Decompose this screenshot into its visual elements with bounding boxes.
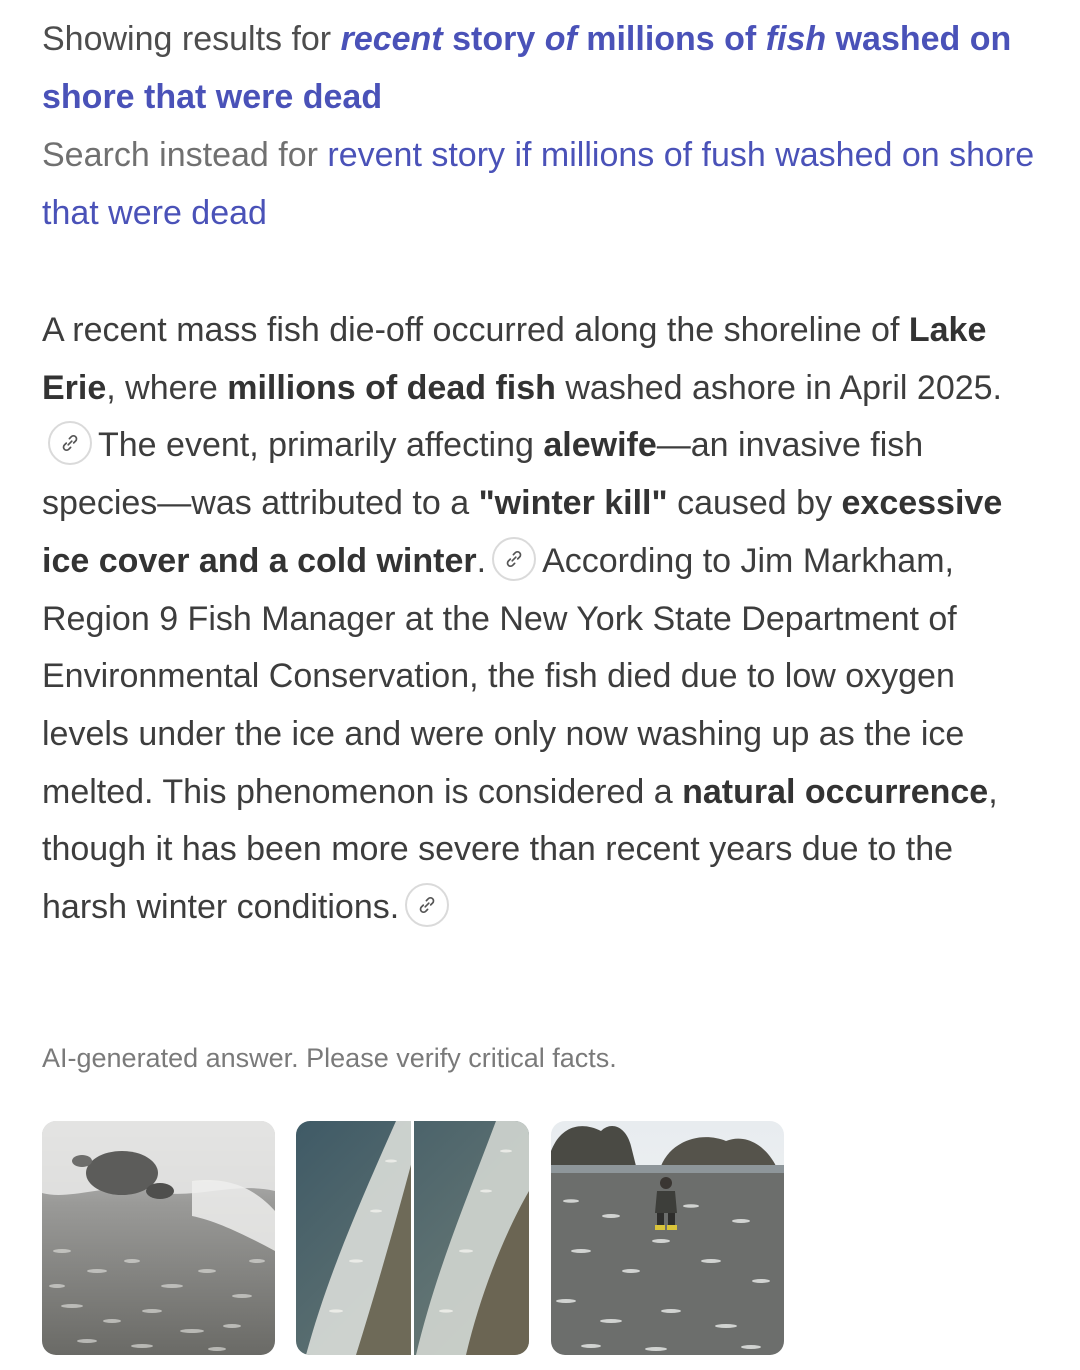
answer-bold-text: "winter kill" (478, 484, 668, 523)
answer-text: According to Jim Markham, Region 9 Fish Manager at the New York State Department of Environmental Conservation, the fish died due to low oxygen levels under the ice and were only now washing up as the ice melted. This phenomenon is considered a (42, 541, 965, 811)
answer-bold-text: excessive ice cover and a cold winter (42, 484, 1003, 580)
corrected-query-part: washed on shore that were dead (42, 20, 1012, 116)
original-query-link[interactable]: revent story if millions of fush washed on shore that were dead (42, 136, 1035, 232)
answer-bold-text: natural occurrence (682, 772, 989, 811)
answer-text: The event, primarily affecting (98, 426, 544, 465)
citation-link-2[interactable] (492, 537, 536, 581)
ai-disclaimer: AI-generated answer. Please verify critical facts. (42, 1043, 617, 1073)
answer-text: —an invasive fish species—was attributed to a (42, 426, 924, 523)
corrected-query-part: millions of (576, 20, 766, 58)
answer-bold-text: millions of dead fish (227, 368, 556, 407)
citation-link-3[interactable] (405, 883, 449, 927)
answer-text: . (476, 541, 487, 580)
link-icon (504, 549, 524, 569)
image-thumbnail-3[interactable] (551, 1121, 784, 1355)
image-thumbnail-1[interactable] (42, 1121, 275, 1355)
answer-text: , where (106, 368, 228, 407)
image-thumbnail-2[interactable] (296, 1121, 529, 1355)
link-icon (417, 895, 437, 915)
spelling-correction (42, 10, 1042, 242)
corrected-query-part: fish (765, 20, 827, 58)
corrected-query-part: recent (340, 20, 443, 58)
citation-link-1[interactable] (48, 421, 92, 465)
corrected-query-part: story (442, 20, 545, 58)
link-icon (60, 433, 80, 453)
answer-text: , though it has been more severe than recent years due to the harsh winter conditions. (42, 772, 998, 927)
search-instead-prefix: Search instead for (42, 136, 328, 174)
showing-results-prefix: Showing results for (42, 20, 341, 58)
answer-bold-text: Lake Erie (42, 311, 987, 407)
answer-bold-text: alewife (543, 426, 657, 465)
answer-text: A recent mass fish die-off occurred along the shoreline of (42, 311, 909, 349)
corrected-query-part: of (544, 20, 577, 58)
answer-text: washed ashore in April 2025. (555, 368, 1002, 407)
answer-text: caused by (667, 484, 842, 523)
ai-answer-paragraph (42, 302, 1042, 937)
